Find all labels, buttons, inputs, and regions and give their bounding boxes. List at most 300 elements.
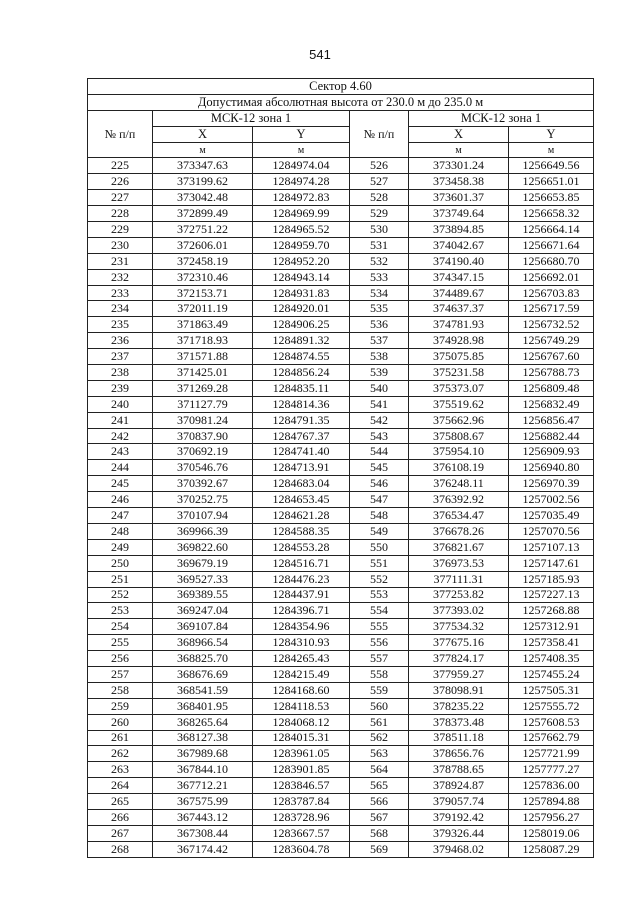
y-coordinate-right: 1256658.32 bbox=[509, 206, 594, 222]
point-number-left: 254 bbox=[88, 619, 153, 635]
point-number-right: 560 bbox=[350, 698, 409, 714]
x-coordinate-left: 372011.19 bbox=[153, 301, 253, 317]
table-row bbox=[88, 460, 594, 476]
point-number-left: 257 bbox=[88, 666, 153, 682]
x-coordinate-right: 379468.02 bbox=[409, 841, 509, 857]
x-coordinate-left: 370252.75 bbox=[153, 492, 253, 508]
y-coordinate-right: 1256970.39 bbox=[509, 476, 594, 492]
x-coordinate-left: 368541.59 bbox=[153, 682, 253, 698]
coordinates-table bbox=[87, 78, 594, 858]
y-coordinate-right: 1256651.01 bbox=[509, 174, 594, 190]
num-header-right: № п/п bbox=[350, 110, 409, 158]
point-number-right: 556 bbox=[350, 635, 409, 651]
table-row bbox=[88, 492, 594, 508]
y-coordinate-right: 1256767.60 bbox=[509, 349, 594, 365]
y-coordinate-left: 1284952.20 bbox=[253, 253, 350, 269]
table-row bbox=[88, 841, 594, 857]
y-coordinate-right: 1256940.80 bbox=[509, 460, 594, 476]
height-range: Допустимая абсолютная высота от 230.0 м до 235.0 м bbox=[88, 94, 594, 110]
x-coordinate-right: 378924.87 bbox=[409, 778, 509, 794]
table-row bbox=[88, 666, 594, 682]
x-coordinate-right: 374042.67 bbox=[409, 237, 509, 253]
x-coordinate-right: 377111.31 bbox=[409, 571, 509, 587]
x-coordinate-right: 379326.44 bbox=[409, 825, 509, 841]
x-coordinate-left: 367443.12 bbox=[153, 809, 253, 825]
point-number-right: 535 bbox=[350, 301, 409, 317]
y-coordinate-left: 1284943.14 bbox=[253, 269, 350, 285]
point-number-left: 227 bbox=[88, 190, 153, 206]
y-coordinate-right: 1257185.93 bbox=[509, 571, 594, 587]
y-coordinate-right: 1256692.01 bbox=[509, 269, 594, 285]
x-coordinate-left: 369822.60 bbox=[153, 539, 253, 555]
x-coordinate-right: 377534.32 bbox=[409, 619, 509, 635]
x-coordinate-right: 375954.10 bbox=[409, 444, 509, 460]
point-number-left: 268 bbox=[88, 841, 153, 857]
y-coordinate-right: 1257147.61 bbox=[509, 555, 594, 571]
table-row bbox=[88, 508, 594, 524]
x-coordinate-left: 368265.64 bbox=[153, 714, 253, 730]
table-row bbox=[88, 619, 594, 635]
point-number-left: 259 bbox=[88, 698, 153, 714]
point-number-left: 261 bbox=[88, 730, 153, 746]
x-coordinate-left: 371425.01 bbox=[153, 365, 253, 381]
y-coordinate-left: 1284396.71 bbox=[253, 603, 350, 619]
y-coordinate-left: 1283604.78 bbox=[253, 841, 350, 857]
y-header-right: Y bbox=[509, 126, 594, 142]
table-row bbox=[88, 746, 594, 762]
coordinates-body bbox=[88, 158, 594, 857]
table-row bbox=[88, 158, 594, 174]
point-number-right: 554 bbox=[350, 603, 409, 619]
point-number-right: 564 bbox=[350, 762, 409, 778]
y-coordinate-left: 1284168.60 bbox=[253, 682, 350, 698]
table-row bbox=[88, 428, 594, 444]
y-coordinate-left: 1284931.83 bbox=[253, 285, 350, 301]
x-coordinate-right: 373301.24 bbox=[409, 158, 509, 174]
y-coordinate-right: 1257312.91 bbox=[509, 619, 594, 635]
y-coordinate-left: 1284553.28 bbox=[253, 539, 350, 555]
x-coordinate-left: 367844.10 bbox=[153, 762, 253, 778]
point-number-left: 225 bbox=[88, 158, 153, 174]
point-number-right: 553 bbox=[350, 587, 409, 603]
x-header-left: X bbox=[153, 126, 253, 142]
y-coordinate-right: 1256653.85 bbox=[509, 190, 594, 206]
y-coordinate-right: 1257662.79 bbox=[509, 730, 594, 746]
table-row bbox=[88, 237, 594, 253]
x-coordinate-right: 377824.17 bbox=[409, 651, 509, 667]
x-coordinate-right: 375662.96 bbox=[409, 412, 509, 428]
y-coordinate-right: 1257956.27 bbox=[509, 809, 594, 825]
x-coordinate-left: 371127.79 bbox=[153, 396, 253, 412]
y-coordinate-left: 1284621.28 bbox=[253, 508, 350, 524]
x-coordinate-left: 367989.68 bbox=[153, 746, 253, 762]
table-row bbox=[88, 349, 594, 365]
y-coordinate-right: 1258019.06 bbox=[509, 825, 594, 841]
table-row bbox=[88, 603, 594, 619]
table-row bbox=[88, 539, 594, 555]
point-number-right: 565 bbox=[350, 778, 409, 794]
x-coordinate-left: 371269.28 bbox=[153, 380, 253, 396]
point-number-left: 236 bbox=[88, 333, 153, 349]
x-coordinate-left: 367575.99 bbox=[153, 794, 253, 810]
x-coordinate-right: 374347.15 bbox=[409, 269, 509, 285]
y-coordinate-left: 1283728.96 bbox=[253, 809, 350, 825]
y-coordinate-left: 1284437.91 bbox=[253, 587, 350, 603]
system-header-left: МСК-12 зона 1 bbox=[153, 110, 350, 126]
point-number-left: 226 bbox=[88, 174, 153, 190]
x-coordinate-left: 371718.93 bbox=[153, 333, 253, 349]
x-coordinate-left: 372751.22 bbox=[153, 222, 253, 238]
x-coordinate-left: 369107.84 bbox=[153, 619, 253, 635]
point-number-right: 543 bbox=[350, 428, 409, 444]
sector-title: Сектор 4.60 bbox=[88, 79, 594, 95]
point-number-left: 255 bbox=[88, 635, 153, 651]
point-number-left: 249 bbox=[88, 539, 153, 555]
y-coordinate-left: 1284354.96 bbox=[253, 619, 350, 635]
x-coordinate-right: 378373.48 bbox=[409, 714, 509, 730]
x-coordinate-left: 372153.71 bbox=[153, 285, 253, 301]
y-coordinate-left: 1283667.57 bbox=[253, 825, 350, 841]
table-row bbox=[88, 587, 594, 603]
y-coordinate-left: 1284476.23 bbox=[253, 571, 350, 587]
x-coordinate-left: 373199.62 bbox=[153, 174, 253, 190]
point-number-left: 232 bbox=[88, 269, 153, 285]
x-header-right: X bbox=[409, 126, 509, 142]
x-coordinate-left: 368401.95 bbox=[153, 698, 253, 714]
y-unit-right: м bbox=[509, 142, 594, 158]
y-coordinate-left: 1283901.85 bbox=[253, 762, 350, 778]
table-row bbox=[88, 682, 594, 698]
x-coordinate-right: 377959.27 bbox=[409, 666, 509, 682]
point-number-left: 241 bbox=[88, 412, 153, 428]
x-coordinate-right: 374637.37 bbox=[409, 301, 509, 317]
point-number-right: 531 bbox=[350, 237, 409, 253]
y-coordinate-right: 1257227.13 bbox=[509, 587, 594, 603]
y-coordinate-left: 1284906.25 bbox=[253, 317, 350, 333]
point-number-right: 540 bbox=[350, 380, 409, 396]
x-coordinate-left: 370392.67 bbox=[153, 476, 253, 492]
y-coordinate-right: 1256649.56 bbox=[509, 158, 594, 174]
x-coordinate-left: 372606.01 bbox=[153, 237, 253, 253]
x-coordinate-right: 375373.07 bbox=[409, 380, 509, 396]
x-coordinate-right: 378235.22 bbox=[409, 698, 509, 714]
y-coordinate-right: 1257107.13 bbox=[509, 539, 594, 555]
y-coordinate-left: 1284215.49 bbox=[253, 666, 350, 682]
table-row bbox=[88, 809, 594, 825]
y-coordinate-right: 1256732.52 bbox=[509, 317, 594, 333]
point-number-left: 252 bbox=[88, 587, 153, 603]
table-row bbox=[88, 301, 594, 317]
x-coordinate-right: 373749.64 bbox=[409, 206, 509, 222]
table-row bbox=[88, 190, 594, 206]
y-coordinate-left: 1284891.32 bbox=[253, 333, 350, 349]
x-coordinate-right: 374928.98 bbox=[409, 333, 509, 349]
x-coordinate-left: 371863.49 bbox=[153, 317, 253, 333]
table-row bbox=[88, 444, 594, 460]
y-coordinate-left: 1284856.24 bbox=[253, 365, 350, 381]
x-coordinate-right: 377393.02 bbox=[409, 603, 509, 619]
y-coordinate-left: 1284588.35 bbox=[253, 523, 350, 539]
point-number-left: 246 bbox=[88, 492, 153, 508]
y-coordinate-left: 1284965.52 bbox=[253, 222, 350, 238]
x-coordinate-left: 373347.63 bbox=[153, 158, 253, 174]
y-coordinate-left: 1284920.01 bbox=[253, 301, 350, 317]
y-coordinate-left: 1284969.99 bbox=[253, 206, 350, 222]
point-number-right: 547 bbox=[350, 492, 409, 508]
point-number-left: 266 bbox=[88, 809, 153, 825]
y-coordinate-right: 1257455.24 bbox=[509, 666, 594, 682]
table-row bbox=[88, 269, 594, 285]
y-coordinate-right: 1256671.64 bbox=[509, 237, 594, 253]
x-coordinate-right: 374190.40 bbox=[409, 253, 509, 269]
x-coordinate-left: 368127.38 bbox=[153, 730, 253, 746]
y-coordinate-left: 1284516.71 bbox=[253, 555, 350, 571]
point-number-left: 253 bbox=[88, 603, 153, 619]
y-coordinate-left: 1284015.31 bbox=[253, 730, 350, 746]
x-coordinate-right: 377675.16 bbox=[409, 635, 509, 651]
point-number-left: 256 bbox=[88, 651, 153, 667]
point-number-left: 248 bbox=[88, 523, 153, 539]
point-number-right: 549 bbox=[350, 523, 409, 539]
x-coordinate-left: 370546.76 bbox=[153, 460, 253, 476]
y-coordinate-right: 1256703.83 bbox=[509, 285, 594, 301]
y-coordinate-right: 1256856.47 bbox=[509, 412, 594, 428]
point-number-left: 231 bbox=[88, 253, 153, 269]
x-coordinate-left: 369679.19 bbox=[153, 555, 253, 571]
point-number-right: 567 bbox=[350, 809, 409, 825]
y-coordinate-left: 1284835.11 bbox=[253, 380, 350, 396]
point-number-right: 568 bbox=[350, 825, 409, 841]
x-coordinate-left: 370837.90 bbox=[153, 428, 253, 444]
x-unit-left: м bbox=[153, 142, 253, 158]
y-coordinate-right: 1257035.49 bbox=[509, 508, 594, 524]
table-row bbox=[88, 730, 594, 746]
x-coordinate-right: 376821.67 bbox=[409, 539, 509, 555]
point-number-right: 562 bbox=[350, 730, 409, 746]
point-number-left: 245 bbox=[88, 476, 153, 492]
x-coordinate-right: 373894.85 bbox=[409, 222, 509, 238]
x-unit-right: м bbox=[409, 142, 509, 158]
table-row bbox=[88, 555, 594, 571]
x-coordinate-left: 372310.46 bbox=[153, 269, 253, 285]
y-coordinate-left: 1284959.70 bbox=[253, 237, 350, 253]
point-number-right: 541 bbox=[350, 396, 409, 412]
x-coordinate-right: 376678.26 bbox=[409, 523, 509, 539]
y-coordinate-right: 1257836.00 bbox=[509, 778, 594, 794]
x-coordinate-right: 374781.93 bbox=[409, 317, 509, 333]
y-coordinate-right: 1257002.56 bbox=[509, 492, 594, 508]
point-number-right: 527 bbox=[350, 174, 409, 190]
y-coordinate-left: 1284653.45 bbox=[253, 492, 350, 508]
x-coordinate-right: 373458.38 bbox=[409, 174, 509, 190]
y-coordinate-right: 1257894.88 bbox=[509, 794, 594, 810]
point-number-right: 546 bbox=[350, 476, 409, 492]
table-row bbox=[88, 174, 594, 190]
x-coordinate-left: 367308.44 bbox=[153, 825, 253, 841]
table-row bbox=[88, 825, 594, 841]
table-row bbox=[88, 396, 594, 412]
x-coordinate-left: 370981.24 bbox=[153, 412, 253, 428]
x-coordinate-left: 372899.49 bbox=[153, 206, 253, 222]
table-row bbox=[88, 778, 594, 794]
point-number-right: 533 bbox=[350, 269, 409, 285]
point-number-right: 566 bbox=[350, 794, 409, 810]
point-number-left: 251 bbox=[88, 571, 153, 587]
y-coordinate-right: 1256680.70 bbox=[509, 253, 594, 269]
point-number-left: 262 bbox=[88, 746, 153, 762]
y-coordinate-left: 1284974.28 bbox=[253, 174, 350, 190]
table-row bbox=[88, 794, 594, 810]
y-header-left: Y bbox=[253, 126, 350, 142]
y-coordinate-right: 1258087.29 bbox=[509, 841, 594, 857]
point-number-right: 559 bbox=[350, 682, 409, 698]
table-row bbox=[88, 635, 594, 651]
table-row bbox=[88, 412, 594, 428]
x-coordinate-right: 376248.11 bbox=[409, 476, 509, 492]
point-number-right: 548 bbox=[350, 508, 409, 524]
y-coordinate-right: 1256909.93 bbox=[509, 444, 594, 460]
table-row bbox=[88, 317, 594, 333]
point-number-left: 264 bbox=[88, 778, 153, 794]
point-number-left: 234 bbox=[88, 301, 153, 317]
x-coordinate-left: 368825.70 bbox=[153, 651, 253, 667]
y-coordinate-right: 1257777.27 bbox=[509, 762, 594, 778]
y-coordinate-right: 1256788.73 bbox=[509, 365, 594, 381]
point-number-right: 557 bbox=[350, 651, 409, 667]
y-coordinate-right: 1256749.29 bbox=[509, 333, 594, 349]
y-coordinate-right: 1257070.56 bbox=[509, 523, 594, 539]
point-number-right: 528 bbox=[350, 190, 409, 206]
y-coordinate-right: 1256809.48 bbox=[509, 380, 594, 396]
y-coordinate-left: 1283846.57 bbox=[253, 778, 350, 794]
y-coordinate-left: 1284310.93 bbox=[253, 635, 350, 651]
table-row bbox=[88, 333, 594, 349]
point-number-left: 263 bbox=[88, 762, 153, 778]
y-coordinate-left: 1284767.37 bbox=[253, 428, 350, 444]
y-coordinate-right: 1257505.31 bbox=[509, 682, 594, 698]
y-coordinate-right: 1257358.41 bbox=[509, 635, 594, 651]
table-row bbox=[88, 365, 594, 381]
y-coordinate-left: 1284068.12 bbox=[253, 714, 350, 730]
x-coordinate-left: 367712.21 bbox=[153, 778, 253, 794]
x-coordinate-right: 376534.47 bbox=[409, 508, 509, 524]
x-coordinate-left: 370692.19 bbox=[153, 444, 253, 460]
point-number-left: 244 bbox=[88, 460, 153, 476]
x-coordinate-right: 379192.42 bbox=[409, 809, 509, 825]
point-number-left: 267 bbox=[88, 825, 153, 841]
x-coordinate-right: 375231.58 bbox=[409, 365, 509, 381]
point-number-right: 536 bbox=[350, 317, 409, 333]
point-number-right: 529 bbox=[350, 206, 409, 222]
table-row bbox=[88, 253, 594, 269]
point-number-left: 229 bbox=[88, 222, 153, 238]
point-number-left: 239 bbox=[88, 380, 153, 396]
point-number-right: 550 bbox=[350, 539, 409, 555]
point-number-left: 260 bbox=[88, 714, 153, 730]
y-coordinate-right: 1256832.49 bbox=[509, 396, 594, 412]
point-number-right: 563 bbox=[350, 746, 409, 762]
y-coordinate-left: 1284791.35 bbox=[253, 412, 350, 428]
table-row bbox=[88, 206, 594, 222]
point-number-left: 250 bbox=[88, 555, 153, 571]
point-number-left: 233 bbox=[88, 285, 153, 301]
x-coordinate-right: 375075.85 bbox=[409, 349, 509, 365]
x-coordinate-left: 369389.55 bbox=[153, 587, 253, 603]
point-number-right: 552 bbox=[350, 571, 409, 587]
y-coordinate-right: 1257555.72 bbox=[509, 698, 594, 714]
table-row bbox=[88, 698, 594, 714]
x-coordinate-left: 367174.42 bbox=[153, 841, 253, 857]
y-coordinate-right: 1257268.88 bbox=[509, 603, 594, 619]
table-row bbox=[88, 762, 594, 778]
y-coordinate-left: 1284972.83 bbox=[253, 190, 350, 206]
point-number-right: 526 bbox=[350, 158, 409, 174]
x-coordinate-left: 373042.48 bbox=[153, 190, 253, 206]
y-coordinate-right: 1256717.59 bbox=[509, 301, 594, 317]
x-coordinate-left: 369966.39 bbox=[153, 523, 253, 539]
table-row bbox=[88, 714, 594, 730]
point-number-right: 569 bbox=[350, 841, 409, 857]
point-number-right: 551 bbox=[350, 555, 409, 571]
y-coordinate-right: 1257721.99 bbox=[509, 746, 594, 762]
point-number-right: 545 bbox=[350, 460, 409, 476]
point-number-left: 230 bbox=[88, 237, 153, 253]
point-number-left: 265 bbox=[88, 794, 153, 810]
point-number-right: 544 bbox=[350, 444, 409, 460]
y-coordinate-left: 1283961.05 bbox=[253, 746, 350, 762]
x-coordinate-left: 372458.19 bbox=[153, 253, 253, 269]
y-coordinate-left: 1283787.84 bbox=[253, 794, 350, 810]
table-row bbox=[88, 222, 594, 238]
point-number-right: 539 bbox=[350, 365, 409, 381]
table-row bbox=[88, 523, 594, 539]
point-number-left: 247 bbox=[88, 508, 153, 524]
point-number-left: 242 bbox=[88, 428, 153, 444]
x-coordinate-right: 375519.62 bbox=[409, 396, 509, 412]
num-header-left: № п/п bbox=[88, 110, 153, 158]
y-unit-left: м bbox=[253, 142, 350, 158]
x-coordinate-left: 369247.04 bbox=[153, 603, 253, 619]
table-row bbox=[88, 571, 594, 587]
x-coordinate-right: 378788.65 bbox=[409, 762, 509, 778]
x-coordinate-left: 368676.69 bbox=[153, 666, 253, 682]
table-row bbox=[88, 476, 594, 492]
x-coordinate-right: 376108.19 bbox=[409, 460, 509, 476]
point-number-right: 558 bbox=[350, 666, 409, 682]
y-coordinate-left: 1284265.43 bbox=[253, 651, 350, 667]
x-coordinate-left: 371571.88 bbox=[153, 349, 253, 365]
point-number-left: 240 bbox=[88, 396, 153, 412]
system-header-right: МСК-12 зона 1 bbox=[409, 110, 594, 126]
x-coordinate-right: 375808.67 bbox=[409, 428, 509, 444]
y-coordinate-left: 1284713.91 bbox=[253, 460, 350, 476]
point-number-right: 538 bbox=[350, 349, 409, 365]
x-coordinate-right: 378511.18 bbox=[409, 730, 509, 746]
table-row bbox=[88, 285, 594, 301]
y-coordinate-left: 1284974.04 bbox=[253, 158, 350, 174]
y-coordinate-right: 1256882.44 bbox=[509, 428, 594, 444]
y-coordinate-right: 1257608.53 bbox=[509, 714, 594, 730]
table-row bbox=[88, 380, 594, 396]
y-coordinate-left: 1284683.04 bbox=[253, 476, 350, 492]
x-coordinate-left: 368966.54 bbox=[153, 635, 253, 651]
y-coordinate-left: 1284118.53 bbox=[253, 698, 350, 714]
y-coordinate-right: 1257408.35 bbox=[509, 651, 594, 667]
point-number-right: 537 bbox=[350, 333, 409, 349]
point-number-left: 238 bbox=[88, 365, 153, 381]
x-coordinate-right: 377253.82 bbox=[409, 587, 509, 603]
point-number-right: 532 bbox=[350, 253, 409, 269]
